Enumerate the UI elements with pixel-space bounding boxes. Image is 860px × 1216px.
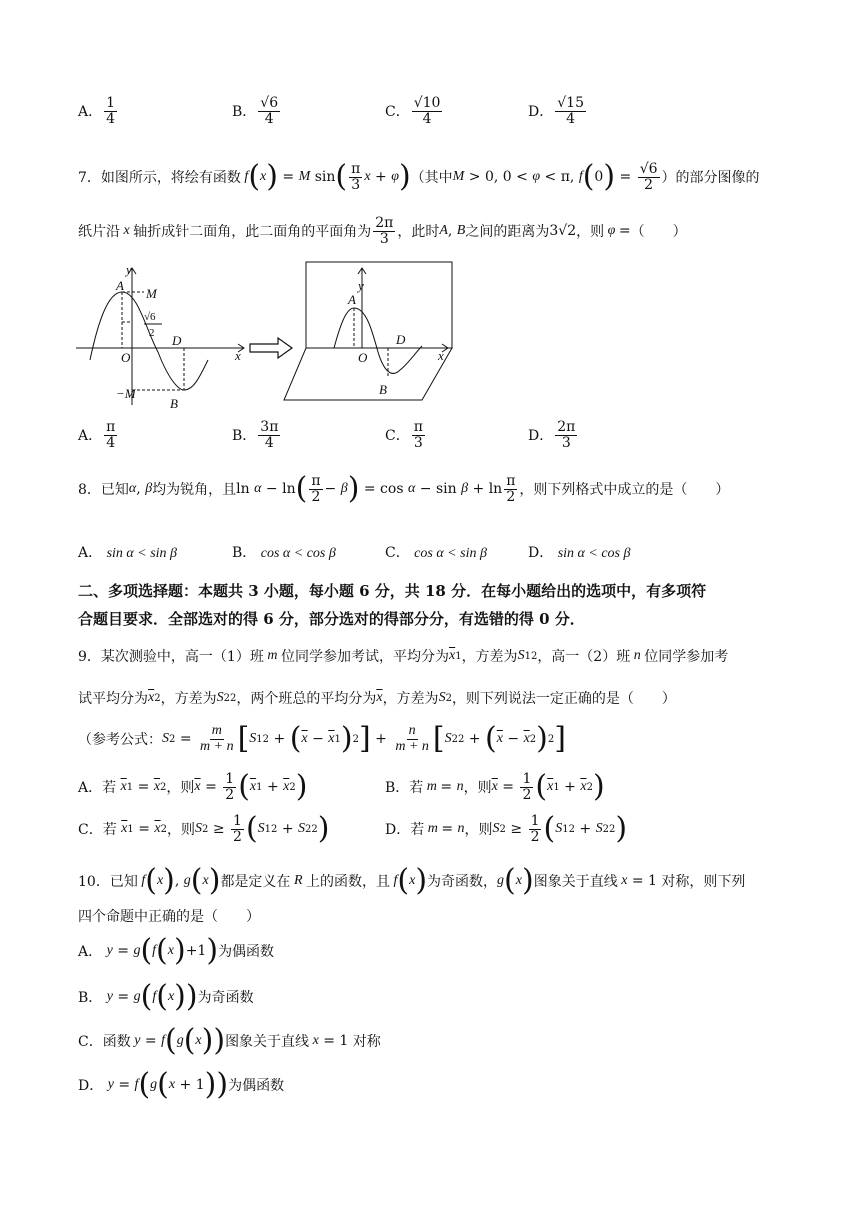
q10-option-d[interactable]: D． y = f ( g ( x + 1 ) ) 为偶函数: [78, 1067, 285, 1102]
q8-option-d[interactable]: D． sin α < cos β: [528, 545, 631, 561]
q10-stem-line1: 10． 已知 f ( x ) , g ( x ) 都是定义在 R 上的函数，且 f ( x ) 为奇函数， g ( x ) 图象关于直线 x = 1 对称，则下列: [78, 863, 746, 898]
svg-text:D: D: [172, 333, 182, 348]
q9-stem-line1: 9． 某次测验中，高一（1）班 m 位同学参加考试，平均分为 $\overline{x}$ 1 ，方差为 S 1 2 ，高一（2）班 n 位同学参加考: [78, 648, 729, 665]
q7-left-graph: [76, 268, 244, 405]
q7-figure: [76, 260, 456, 408]
svg-text:A: A: [116, 278, 124, 293]
svg-text:A: A: [348, 292, 356, 307]
svg-text:√6: √6: [144, 311, 156, 323]
q7-stem-line2: 纸片沿 x 轴折成针二面角，此二面角的平面角为 $\frac{2\pi}{3}$ ，此时 A , B 之间的距离为 3√2 ，则 φ = （ ）: [78, 215, 687, 247]
svg-text:2: 2: [149, 327, 155, 339]
q6-option-a[interactable]: A． $\frac{1}{4}$: [78, 95, 116, 127]
svg-text:x: x: [438, 348, 444, 363]
q7-right-graph: [284, 262, 452, 400]
q9-option-a[interactable]: A． 若 $\overline{x}$ 1 = $\overline{x}$ 2 ，则 $\overline{x}$ = $\frac{1}{2}$ ( $\overline{x}$ 1 + $\overline{x}$ 2 ): [78, 769, 308, 805]
q7-option-d[interactable]: D． $\frac{2\pi}{3}$: [528, 419, 576, 451]
q9-stem-line2: 试平均分为 $\overline{x}$ 2 ，方差为 S 2 2 ，两个班总的平均分为 $\overline{x}$ ，方差为 S 2 ，则下列说法一定正确的是（ ）: [78, 690, 676, 707]
q8-option-c[interactable]: C． cos α < sin β: [385, 545, 487, 561]
svg-text:O: O: [358, 350, 368, 365]
q9-reference-formula: （参考公式： S 2 = $\frac{m}{m + n}$ [ S 1 2 + ( $\overline{x}$ − $\overline{x}$ 1 ) 2 ] + $\frac{n}{m + n}$ [ S 2 2 + ( $\overline{x}$ − $\overline{x}$ 2 ) 2 ]: [78, 721, 566, 757]
fold-arrow-icon: [250, 338, 292, 358]
q7-option-c[interactable]: C． $\frac{\pi}{3}$: [385, 419, 423, 451]
q7-option-b[interactable]: B． $\frac{3\pi}{4}$: [232, 419, 279, 451]
sine-curve-left: [90, 292, 208, 390]
q10-stem-line2: 四个命题中正确的是（ ）: [78, 909, 260, 925]
svg-text:y: y: [358, 278, 364, 293]
q10-option-c[interactable]: C． 函数 y = f ( g ( x ) ) 图象关于直线 x = 1 对称: [78, 1023, 381, 1058]
svg-text:x: x: [235, 348, 241, 363]
q6-option-c[interactable]: C． $\frac{√10}{4}$: [385, 95, 441, 127]
svg-text:−M: −M: [116, 386, 136, 401]
svg-text:M: M: [146, 286, 157, 301]
q10-option-b[interactable]: B． y = g ( f ( x ) ) 为奇函数: [78, 979, 254, 1014]
q9-option-c[interactable]: C． 若 $\overline{x}$ 1 = $\overline{x}$ 2 ，则 S 2 ≥ $\frac{1}{2}$ ( S 1 2 + S 2 2 ): [78, 811, 330, 847]
q8-option-b[interactable]: B． cos α < cos β: [232, 545, 336, 561]
q6-option-d[interactable]: D． $\frac{√15}{4}$: [528, 95, 584, 127]
section2-heading-line2: 合题目要求．全部选对的得 6 分，部分选对的得部分分，有选错的得 0 分．: [78, 610, 585, 628]
svg-text:D: D: [396, 332, 406, 347]
q9-option-d[interactable]: D． 若 m = n ，则 S 2 ≥ $\frac{1}{2}$ ( S 1 2 + S 2 2 ): [385, 811, 628, 847]
svg-text:O: O: [121, 350, 131, 365]
svg-text:y: y: [126, 262, 132, 277]
q8-option-a[interactable]: A． sin α < sin β: [78, 545, 178, 561]
section2-heading-line1: 二、多项选择题：本题共 3 小题，每小题 6 分，共 18 分．在每小题给出的选项中，有多项符: [78, 582, 707, 600]
q7-option-a[interactable]: A． $\frac{\pi}{4}$: [78, 419, 116, 451]
svg-text:B: B: [170, 396, 178, 408]
svg-text:B: B: [379, 382, 387, 397]
q7-stem-line1: 7． 如图所示，将绘有函数 f ( x ) = M sin ( $\frac{\pi}{3}$ x + φ ) （其中 M > 0, 0 < φ < π, f ( 0 ) = $\frac{√6}{2}$ ）的部分图像的: [78, 159, 760, 195]
q6-option-b[interactable]: B． $\frac{√6}{4}$: [232, 95, 279, 127]
q8-stem: 8． 已知 α , β 均为锐角，且 ln α − ln ( $\frac{\pi}{2}$ − β ) = cos α − sin β + ln $\frac{\pi}{2}$ ，则下列格式中成立的是（ ）: [78, 471, 730, 507]
q9-option-b[interactable]: B． 若 m = n ，则 $\overline{x}$ = $\frac{1}{2}$ ( $\overline{x}$ 1 + $\overline{x}$ 2 ): [385, 769, 605, 805]
q10-option-a[interactable]: A． y = g ( f ( x ) +1 ) 为偶函数: [78, 933, 275, 968]
